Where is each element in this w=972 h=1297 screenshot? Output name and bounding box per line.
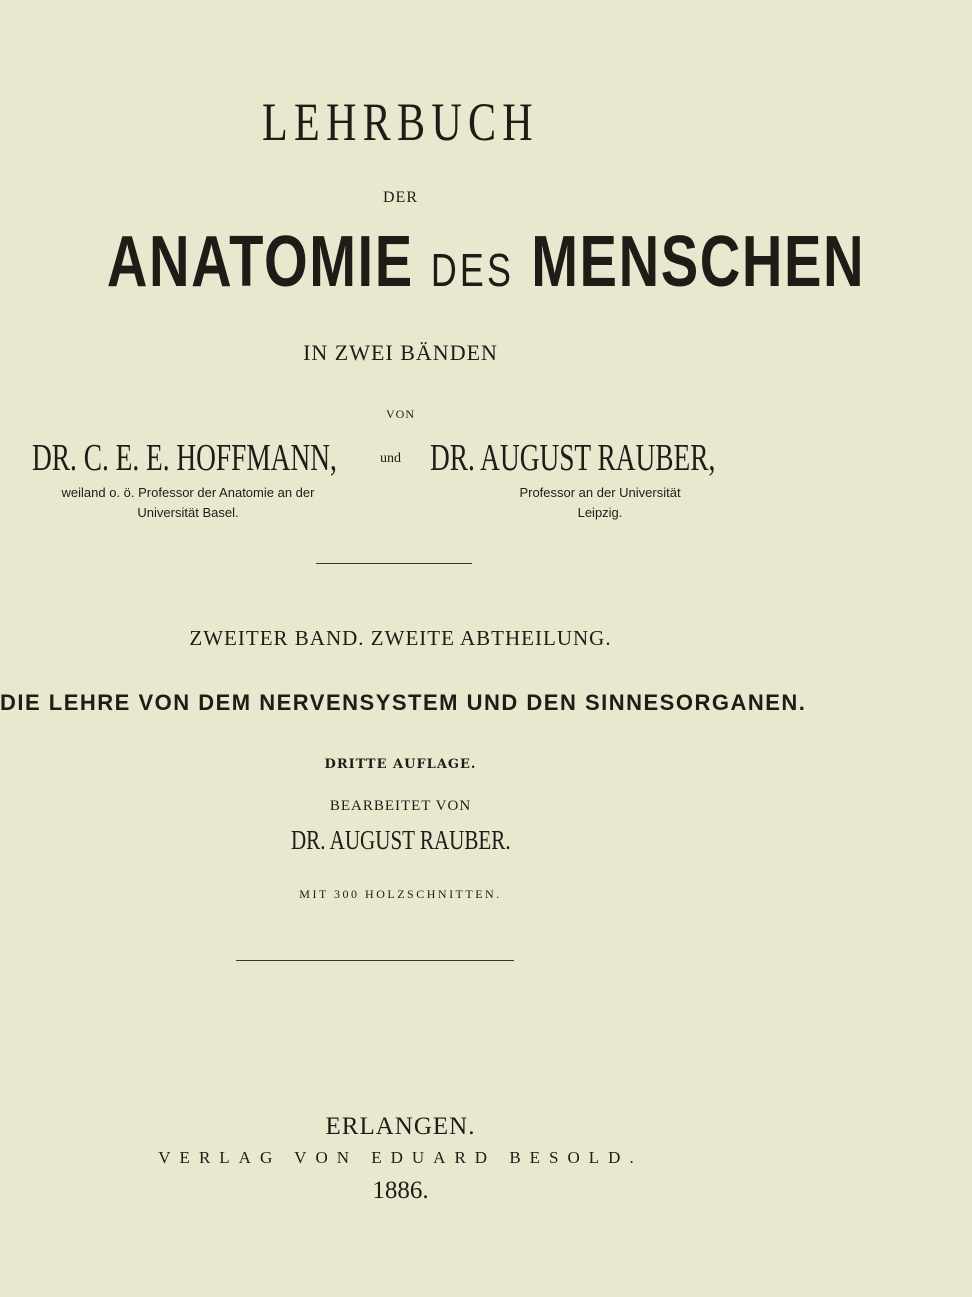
illustrations-note: MIT 300 HOLZSCHNITTEN. — [299, 887, 502, 901]
author-rauber-name: AUGUST RAUBER, — [480, 437, 716, 479]
subject-heading: DIE LEHRE VON DEM NERVENSYSTEM UND DEN SINNESORGANEN. — [0, 690, 807, 715]
von-label: VON — [386, 407, 415, 421]
publication-place: ERLANGEN. — [325, 1113, 476, 1140]
author-hoffmann-prefix: DR. — [32, 437, 77, 479]
title-der: DER — [383, 189, 418, 206]
edited-by-label: BEARBEITET VON — [329, 798, 472, 814]
editor-name — [0, 825, 801, 856]
author-rauber — [430, 437, 826, 479]
main-title-menschen: MENSCHEN — [531, 222, 866, 302]
author-rauber-prefix: DR. — [430, 437, 475, 479]
volumes-note: IN ZWEI BÄNDEN — [303, 340, 498, 365]
author-rauber-affiliation — [450, 483, 750, 523]
divider-rule — [316, 563, 472, 564]
main-title-anatomie: ANATOMIE — [106, 222, 414, 302]
author-hoffmann-name: C. E. E. HOFFMANN, — [83, 437, 337, 479]
affiliation-line: Professor an der Universität — [519, 485, 681, 500]
editor-name-text: AUGUST RAUBER. — [329, 825, 511, 855]
publication-year: 1886. — [372, 1177, 429, 1204]
affiliation-line: weiland o. ö. Professor der Anatomie an der — [61, 485, 315, 500]
title-lehrbuch: LEHRBUCH — [262, 92, 539, 152]
main-title — [0, 222, 866, 310]
divider-rule — [236, 960, 514, 961]
und-label: und — [380, 451, 401, 466]
main-title-des: DES — [430, 244, 515, 296]
volume-section: ZWEITER BAND. ZWEITE ABTHEILUNG. — [189, 626, 612, 650]
publisher: VERLAG VON EDUARD BESOLD. — [158, 1148, 643, 1167]
editor-prefix: DR. — [290, 825, 326, 855]
author-hoffmann-affiliation — [18, 483, 358, 523]
affiliation-line: Leipzig. — [577, 505, 623, 520]
edition-label: DRITTE AUFLAGE. — [324, 757, 477, 772]
affiliation-line: Universität Basel. — [137, 505, 239, 520]
